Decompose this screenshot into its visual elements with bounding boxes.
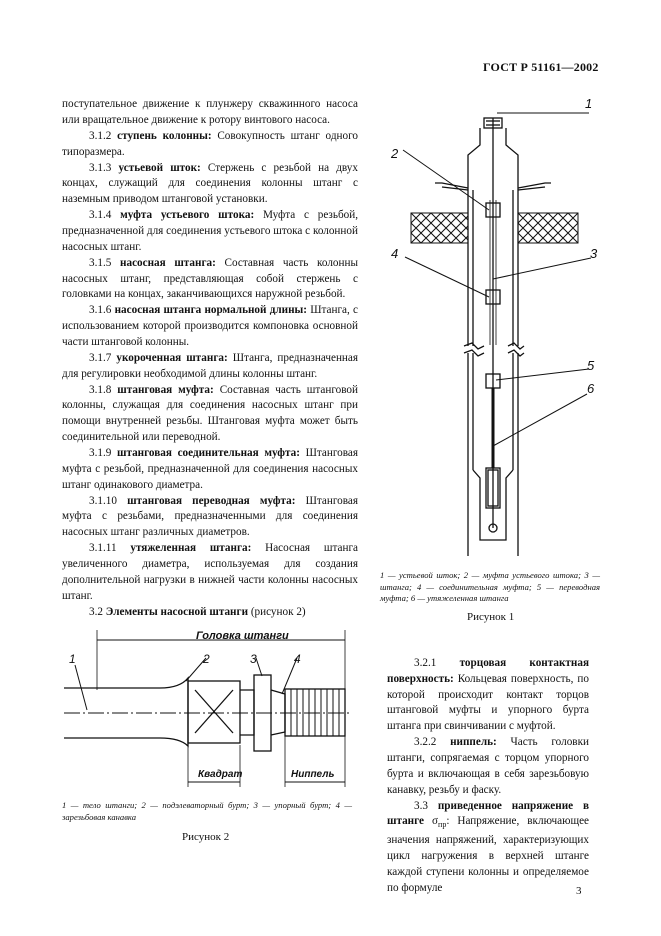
definition-3-3: 3.3 приведенное напряжение в штанге $\sigma_{пр}$: Напряжение, включающее значения напряжений, характеризующих цикл нагружения в верхней штанге каждой ступени колонны и определяемое по формуле (387, 799, 590, 894)
definition-3-1-10: 3.1.10 штанговая переводная муфта: Штанговая муфта с резьбами, предназначенными для соединения насосных штанг различных диаметров. (62, 494, 359, 539)
fig2-label-square: Квадрат (198, 769, 243, 780)
fig2-callout-3: 3 (250, 652, 257, 666)
ground-hatch-right (518, 213, 578, 243)
rod-body (64, 678, 188, 746)
figure1-drawing (385, 95, 615, 565)
fig2-label-head: Головка штанги (196, 630, 289, 642)
fig1-callout-2: 2 (391, 146, 399, 161)
definition-3-2-1: 3.2.1 торцовая контактная поверхность: Кольцевая поверхность, по которой происходит контакт торцов штанговой муфты и упорного бурта штанга при свинчивании с муфтой. (387, 657, 589, 733)
left-column (62, 97, 358, 621)
definition-3-1-9: 3.1.9 штанговая соединительная муфта: Штанговая муфта с резьбой, предназначенной для соединения насосных штанг одинакового диаметра. (62, 447, 359, 491)
definition-3-1-8: 3.1.8 штанговая муфта: Составная часть штанговой колонны, служащая для соединения насосных штанг при помощи внутренней резьбы. Штанговая муфта может быть соединительной или переводной. (62, 383, 359, 444)
fig2-callout-2: 2 (203, 652, 210, 666)
figure2-caption: Рисунок 2 (182, 831, 230, 843)
figure2-drawing (60, 625, 360, 795)
fig2-callout-1: 1 (69, 652, 76, 666)
definition-3-2-2: 3.2.2 ниппель: Часть головки штанги, сопрягаемая с торцом упорного бурта и включающая в себя зарезьбовую канавку, резьбу и фаску. (387, 736, 589, 796)
right-column (387, 656, 589, 897)
section-3-2-heading: 3.2 Элементы насосной штанги (рисунок 2) (89, 605, 306, 618)
standard-header: ГОСТ Р 51161—2002 (483, 60, 599, 74)
fig1-callout-5: 5 (587, 358, 595, 373)
page-number: 3 (576, 885, 582, 897)
fig2-callout-4: 4 (294, 652, 301, 666)
definition-3-1-2: 3.1.2 ступень колонны: Совокупность штанг одного типоразмера. (62, 129, 359, 158)
definition-3-1-7: 3.1.7 укороченная штанга: Штанга, предназначенная для регулировки необходимой длины колонны штанг. (62, 351, 359, 380)
fig2-label-nipple: Ниппель (291, 769, 335, 780)
figure1-caption: Рисунок 1 (467, 611, 515, 623)
fig1-callout-4: 4 (391, 246, 399, 261)
definition-3-1-11: 3.1.11 утяжеленная штанга: Насосная штанга увеличенного диаметра, используемая для создания дополнительной нагрузки в нижней части колонны насосных штанг. (62, 542, 358, 602)
definition-3-1-6: 3.1.6 насосная штанга нормальной длины: Штанга, с использованием которой производится компоновка основной части штанговой колонны. (62, 304, 358, 348)
fig1-callout-3: 3 (590, 246, 598, 261)
paragraph-continued: поступательное движение к плунжеру скважинного насоса или вращательное движение к ротору винтового насоса. (62, 98, 358, 126)
definition-3-1-4: 3.1.4 муфта устьевого штока: Муфта с резьбой, предназначенной для соединения устьевого штока с колонной насосных штанг. (62, 209, 359, 253)
figure2-legend: 1 — тело штанги; 2 — подэлеваторный бурт; 3 — упорный бурт; 4 — зарезьбовая канавка (62, 800, 352, 822)
fig1-callout-1: 1 (585, 96, 593, 111)
definition-3-1-3: 3.1.3 устьевой шток: Стержень с резьбой на двух концах, служащий для соединения колонны штанг с наземным приводом штанговой установки. (62, 161, 358, 206)
figure1-legend: 1 — устьевой шток; 2 — муфта устьевого штока; 3 — штанга; 4 — соединительная муфта; 5 — переводная муфта; 6 — утяжеленная штанга (380, 570, 600, 604)
ground-hatch-left (411, 213, 468, 243)
fig1-callout-6: 6 (587, 381, 595, 396)
definition-3-1-5: 3.1.5 насосная штанга: Составная часть колонны насосных штанг, представляющая собой стержень с головками на концах, заканчивающихся наружной резьбой. (62, 256, 359, 301)
